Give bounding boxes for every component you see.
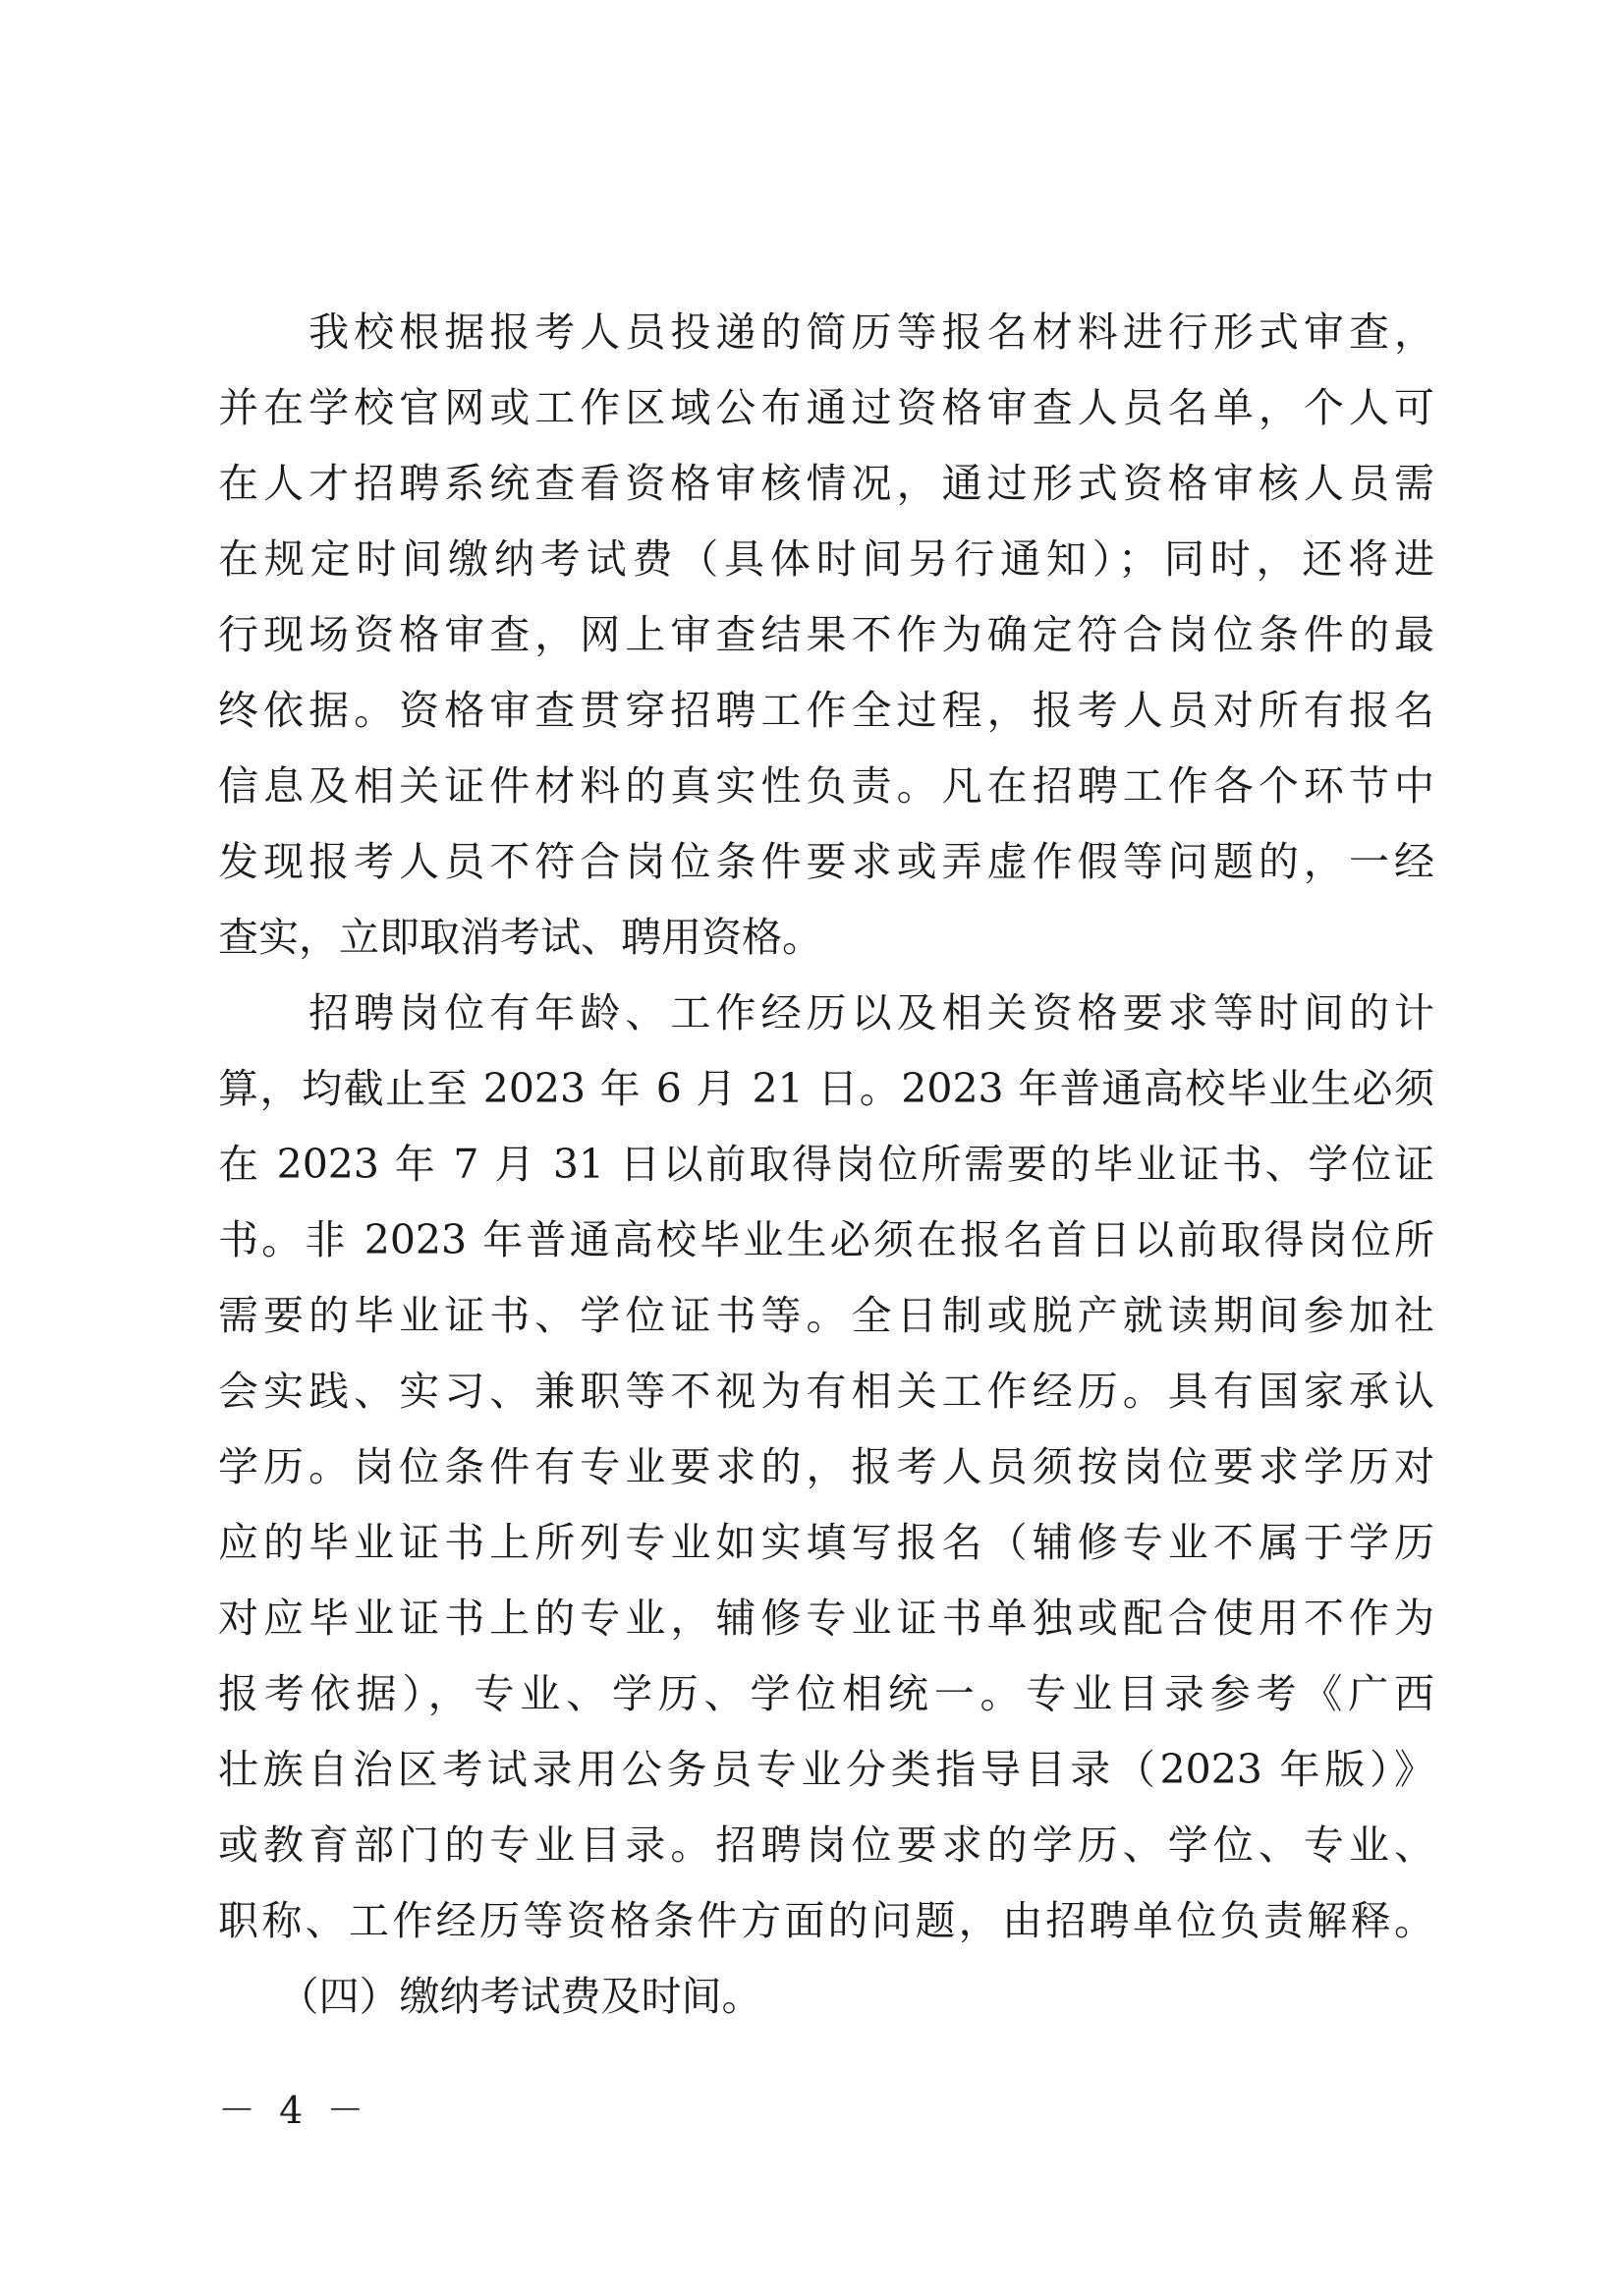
text-line: 终依据。资格审查贯穿招聘工作全过程，报考人员对所有报名: [218, 687, 1434, 734]
text-line: 并在学校官网或工作区域公布通过资格审查人员名单，个人可: [218, 384, 1434, 431]
text-line: 信息及相关证件材料的真实性负责。凡在招聘工作各个环节中: [218, 762, 1434, 810]
text-line: 发现报考人员不符合岗位条件要求或弄虚作假等问题的，一经: [218, 838, 1434, 885]
text-line: 需要的毕业证书、学位证书等。全日制或脱产就读期间参加社: [218, 1292, 1434, 1339]
text-line: 壮族自治区考试录用公务员专业分类指导目录（2023 年版）》: [218, 1746, 1434, 1793]
page-number: － 4 －: [218, 2089, 370, 2132]
text-line: 会实践、实习、兼职等不视为有相关工作经历。具有国家承认: [218, 1368, 1434, 1415]
text-line: 书。非 2023 年普通高校毕业生必须在报名首日以前取得岗位所: [218, 1216, 1434, 1263]
text-line: 查实，立即取消考试、聘用资格。: [218, 914, 822, 961]
section-heading: （四）缴纳考试费及时间。: [218, 1973, 762, 2020]
paragraph-time-calculation: [218, 976, 1434, 1959]
paragraph-qualification-review: [218, 295, 1434, 976]
text-line: 行现场资格审查，网上审查结果不作为确定符合岗位条件的最: [218, 611, 1434, 658]
text-line: 学历。岗位条件有专业要求的，报考人员须按岗位要求学历对: [218, 1443, 1434, 1490]
text-line: 在规定时间缴纳考试费（具体时间另行通知）；同时，还将进: [218, 535, 1434, 583]
text-line: 在 2023 年 7 月 31 日以前取得岗位所需要的毕业证书、学位证: [218, 1141, 1434, 1188]
text-line: 招聘岗位有年龄、工作经历以及相关资格要求等时间的计: [218, 989, 1434, 1036]
text-line: 或教育部门的专业目录。招聘岗位要求的学历、学位、专业、: [218, 1821, 1434, 1869]
text-line: 对应毕业证书上的专业，辅修专业证书单独或配合使用不作为: [218, 1595, 1434, 1642]
text-line: 应的毕业证书上所列专业如实填写报名（辅修专业不属于学历: [218, 1519, 1434, 1566]
text-line: 算，均截止至 2023 年 6 月 21 日。2023 年普通高校毕业生必须: [218, 1065, 1434, 1112]
text-line: 职称、工作经历等资格条件方面的问题，由招聘单位负责解释。: [218, 1897, 1434, 1944]
body-text: [218, 295, 1434, 2035]
text-line: 我校根据报考人员投递的简历等报名材料进行形式审查，: [218, 308, 1434, 356]
text-line: 报考依据），专业、学历、学位相统一。专业目录参考《广西: [218, 1670, 1434, 1717]
text-line: 在人才招聘系统查看资格审核情况，通过形式资格审核人员需: [218, 460, 1434, 507]
